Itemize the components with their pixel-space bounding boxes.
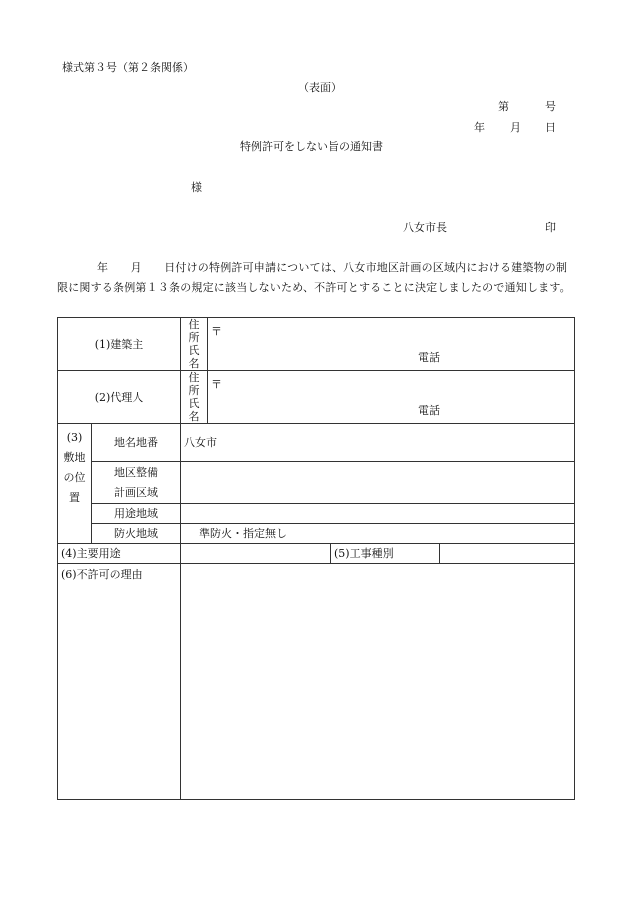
number-go: 号	[545, 100, 556, 113]
site-label-line3: の位	[63, 471, 86, 484]
seal-mark: 印	[545, 221, 556, 234]
owner-postal-mark: 〒	[211, 324, 222, 338]
agent-postal-mark: 〒	[211, 377, 222, 391]
main-use-value[interactable]	[181, 544, 331, 564]
district-label	[92, 462, 181, 504]
district-value[interactable]	[181, 462, 575, 504]
site-label-line2: 敷地	[63, 451, 86, 464]
notice-table	[57, 317, 575, 800]
agent-label: (2)代理人	[58, 371, 181, 424]
addressee-suffix: 様	[191, 181, 202, 194]
owner-name-label: 氏名	[181, 344, 208, 371]
number-dai: 第	[498, 100, 509, 113]
site-label-line4: 置	[69, 491, 80, 504]
use-zone-value[interactable]	[181, 504, 575, 524]
work-type-value[interactable]	[440, 544, 575, 564]
fire-zone-value[interactable]: 準防火・指定無し	[181, 524, 575, 544]
agent-name-field[interactable]	[208, 397, 575, 424]
work-type-label: (5)工事種別	[331, 544, 440, 564]
main-use-label: (4)主要用途	[58, 544, 181, 564]
owner-address-field[interactable]	[208, 318, 575, 345]
sender-name: 八女市長	[403, 221, 447, 234]
site-label-line1: (3)	[66, 431, 83, 444]
reason-label: (6)不許可の理由	[58, 564, 181, 800]
site-label	[58, 424, 92, 544]
form-number: 様式第３号（第２条関係）	[62, 61, 194, 74]
agent-address-field[interactable]	[208, 371, 575, 398]
date-month: 月	[510, 121, 521, 134]
owner-address-label: 住所	[181, 318, 208, 345]
body-text: 年 月 日付けの特例許可申請については、八女市地区計画の区域内における建築物の制限に関する条例第１３条の規定に該当しないため、不許可とすることに決定しましたので通知します。	[57, 261, 571, 294]
date-day: 日	[545, 121, 556, 134]
district-label-line1: 地区整備	[114, 465, 158, 479]
owner-label: (1)建築主	[58, 318, 181, 371]
date-year: 年	[474, 121, 485, 134]
document-title: 特例許可をしない旨の通知書	[240, 140, 383, 153]
side-label: （表面）	[298, 81, 342, 94]
lot-label: 地名地番	[92, 424, 181, 462]
agent-address-label: 住所	[181, 371, 208, 398]
district-label-line2: 計画区域	[114, 485, 158, 499]
use-zone-label: 用途地域	[92, 504, 181, 524]
owner-phone-label: 電話	[418, 350, 440, 364]
owner-name-field[interactable]	[208, 344, 575, 371]
fire-zone-label: 防火地域	[92, 524, 181, 544]
agent-name-label: 氏名	[181, 397, 208, 424]
reason-value[interactable]	[181, 564, 575, 800]
agent-phone-label: 電話	[418, 403, 440, 417]
lot-value[interactable]: 八女市	[181, 424, 575, 462]
